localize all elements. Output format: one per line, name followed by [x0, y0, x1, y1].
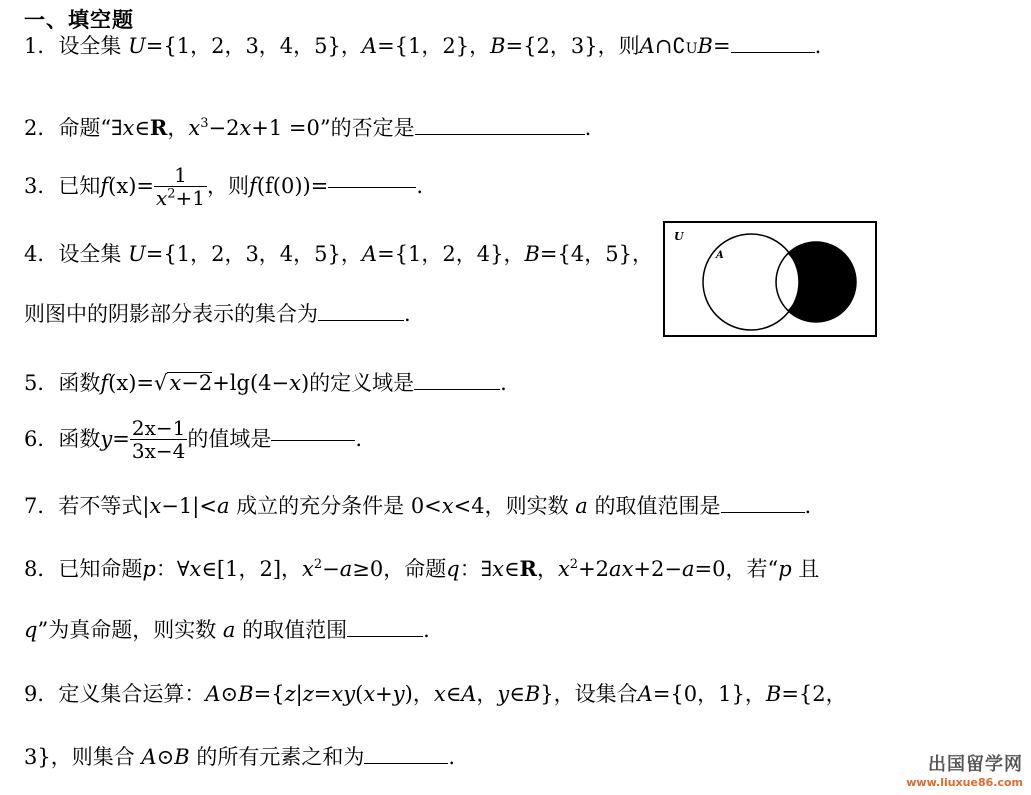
question-9-line-2: 3}，则集合 A⊙B 的所有元素之和为 .: [24, 745, 456, 769]
question-9: 9．定义集合运算：A⊙B={z|z=xy(x+y)，x∈A，y∈B}，设集合A={0，1}，B={2，: [24, 682, 847, 706]
answer-blank-4[interactable]: [318, 319, 404, 321]
answer-blank-1[interactable]: [731, 51, 815, 53]
question-2: 2．命题“∃x∈R，$x^3-2x+1 =0$”的否定是 .: [24, 115, 592, 140]
radicand: x−2: [169, 371, 213, 395]
label-a: A: [716, 250, 724, 261]
fraction-1-over-x2-plus-1: $\frac{1}{x^2+1}$: [155, 163, 206, 210]
question-5: 5．函数f(x)=√x−2+lg(4−x)的定义域是 .: [24, 371, 507, 395]
question-8: 8．已知命题p：∀x∈[1，2]，$x^2-a\ge 0$，命题q：∃x∈R，$x^2+2ax+2-a=0$，若“p 且: [24, 556, 820, 581]
section-title: 一、填空题: [24, 8, 134, 32]
site-watermark: [906, 750, 1023, 789]
answer-blank-8[interactable]: [347, 635, 423, 637]
venn-diagram: [663, 221, 877, 337]
question-3: 3．已知f(x)= $\frac{1}{x^2+1}$ ，则f(f(0))= .: [24, 163, 424, 210]
watermark-url: www.liuxue86.com: [906, 776, 1023, 789]
question-8-line-2: q”为真命题，则实数 a 的取值范围 .: [24, 618, 430, 642]
watermark-chinese: 出国留学网: [928, 754, 1023, 775]
question-4: 4．设全集 U={1，2，3，4，5}，A={1，2，4}，B={4，5}，: [24, 242, 653, 266]
question-4-line-2: 则图中的阴影部分表示的集合为 .: [24, 302, 411, 326]
question-1: 1．设全集 U={1，2，3，4，5}，A={1，2}，B={2，3}，则A∩∁UB= .: [24, 34, 822, 58]
answer-blank-5[interactable]: [414, 388, 500, 390]
answer-blank-7[interactable]: [721, 511, 805, 513]
label-u: U: [674, 230, 684, 243]
answer-blank-6[interactable]: [271, 439, 355, 441]
answer-blank-9[interactable]: [364, 762, 448, 764]
answer-blank-3[interactable]: [328, 186, 416, 188]
fraction-2x-1-over-3x-4: $\frac{2x-1}{3x-4}$: [131, 416, 186, 463]
question-7: 7．若不等式|x−1|<a 成立的充分条件是 0<x<4，则实数 a 的取值范围是 .: [24, 494, 812, 518]
answer-blank-2[interactable]: [415, 133, 585, 135]
question-6: 6．函数y= $\frac{2x-1}{3x-4}$ 的值域是 .: [24, 416, 363, 463]
